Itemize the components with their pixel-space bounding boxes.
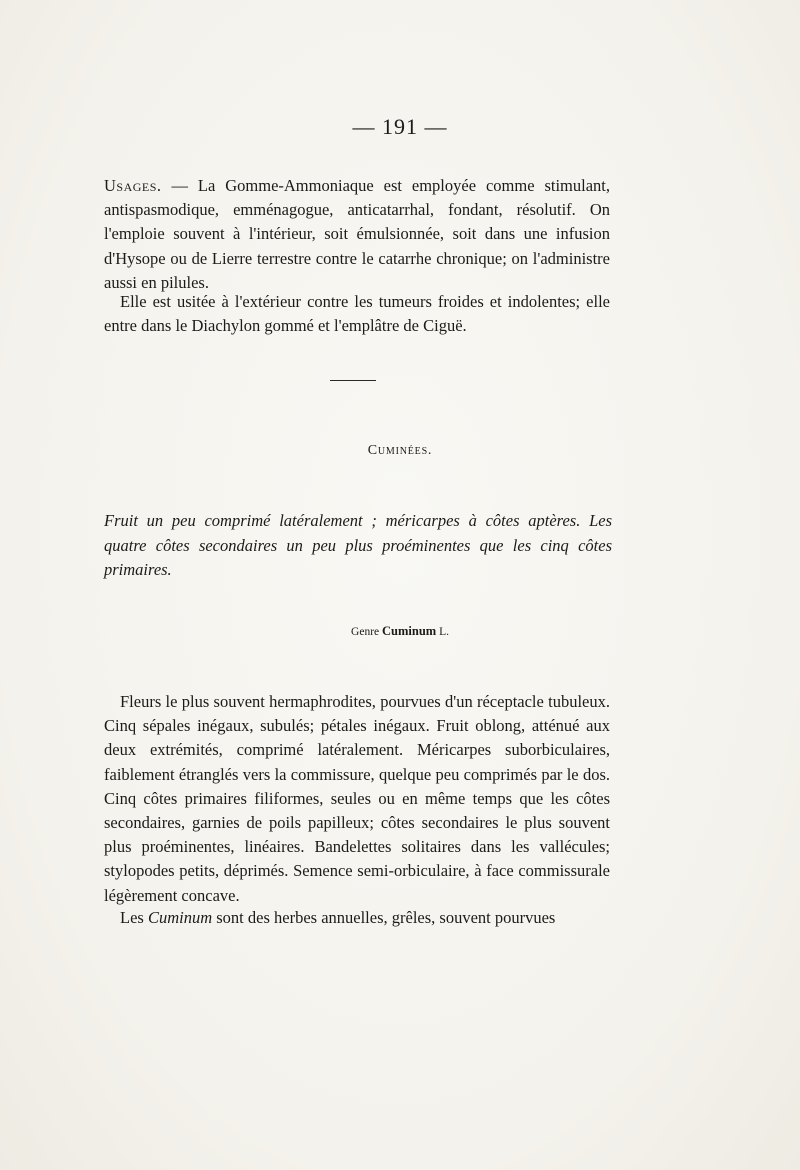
family-heading: Cuminées. [367, 443, 433, 458]
usages-label: Usages. [104, 176, 162, 195]
usages-paragraph [104, 174, 610, 295]
section-divider [330, 380, 376, 381]
continuation-genus: Cuminum [147, 908, 213, 927]
family-diagnosis: Fruit un peu comprimé latéralement ; méricarpes à côtes aptères. Les quatre côtes secondaires un peu plus proéminentes que les cinq côtes primaires. [104, 511, 612, 579]
genus-author: L. [439, 626, 449, 638]
genus-prefix: Genre [351, 626, 380, 638]
continuation-start: Les [120, 908, 148, 927]
genus-name: Cuminum [382, 624, 437, 638]
usages-text: — La Gomme-Ammoniaque est employée comme stimulant, antispasmodique, emménagogue, anticatarrhal, fondant, résolutif. On l'emploie souvent à l'intérieur, soit émulsionnée, soit dans une infusion d'Hysope ou de Lierre terrestre contre le catarrhe chronique; on l'administre aussi en pilules. [104, 176, 610, 292]
genus-heading [0, 624, 800, 639]
continuation-rest: sont des herbes annuelles, grêles, souvent pourvues [212, 908, 556, 927]
genus-description: Fleurs le plus souvent hermaphrodites, pourvues d'un réceptacle tubuleux. Cinq sépales inégaux, subulés; pétales inégaux. Fruit oblong, atténué aux deux extrémités, comprimé latéralement. Méricarpes suborbiculaires, faiblement étranglés vers la commissure, quelque peu comprimés par le dos. Cinq côtes primaires filiformes, seules ou en même temps que les côtes secondaires, garnies de poils papilleux; côtes secondaires le plus souvent plus proéminentes, linéaires. Bandelettes solitaires dans les vallécules; stylopodes petits, déprimés. Semence semi-orbiculaire, à face commissurale légèrement concave. [104, 692, 610, 905]
continuation-paragraph [104, 906, 610, 930]
page-number: — 191 — [352, 114, 448, 139]
external-use-paragraph: Elle est usitée à l'extérieur contre les tumeurs froides et indolentes; elle entre dans le Diachylon gommé et l'emplâtre de Ciguë. [104, 292, 610, 336]
